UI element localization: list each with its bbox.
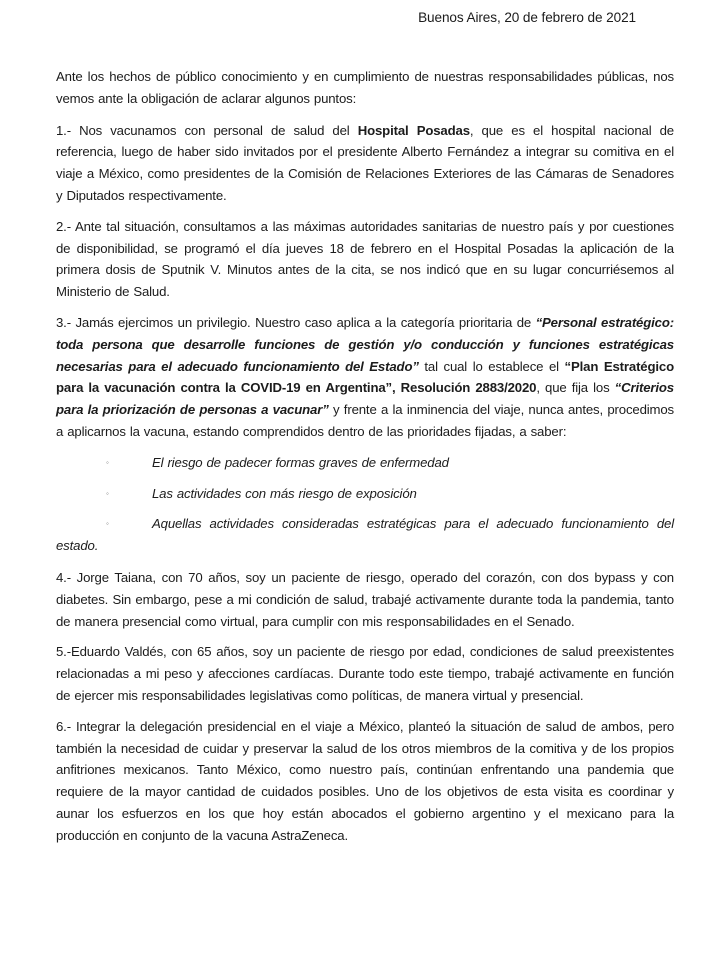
- bullet-circle-icon: ◦: [106, 457, 109, 467]
- date-line: Buenos Aires, 20 de febrero de 2021: [418, 10, 636, 25]
- list-item-text: El riesgo de padecer formas graves de enfermedad: [152, 454, 449, 470]
- point-3-text-rest: y frente a la inminencia del viaje, nunca antes, procedimos a aplicarnos la vacuna, estando comprendidos dentro de las prioridades fijadas, a saber:: [56, 402, 675, 439]
- plan-estrategico-reference: “Plan Estratégico para la vacunación contra la COVID-19 en Argentina”, Resolución 2883/2020: [56, 358, 674, 396]
- list-item-text: Aquellas actividades consideradas estratégicas para el adecuado funcionamiento del estado.: [56, 516, 674, 554]
- personal-estrategico-quote: “Personal estratégico: toda persona que desarrolle funciones de gestión y/o conducción y funciones estratégicas necesarias para el adecuado funcionamiento del Estado”: [56, 314, 674, 374]
- hospital-posadas-bold: Hospital Posadas: [357, 122, 470, 138]
- list-item: [56, 513, 674, 557]
- bullet-circle-icon: ◦: [106, 519, 109, 529]
- point-3-text: 3.- Jamás ejercimos un privilegio. Nuestro caso aplica a la categoría prioritaria de: [56, 314, 536, 330]
- criterios-quote: “Criterios para la priorización de personas a vacunar”: [56, 380, 674, 418]
- point-4-paragraph: 4.- Jorge Taiana, con 70 años, soy un paciente de riesgo, operado del corazón, con dos bypass y con diabetes. Sin embargo, pese a mi condición de salud, trabajé activamente durante toda la pandemia, tanto de manera presencial como virtual, para cumplir con mis responsabilidades en el Senado.: [56, 569, 674, 629]
- priority-criteria-list: [56, 452, 674, 557]
- point-1-text-rest: , que es el hospital nacional de referencia, luego de haber sido invitados por el presidente Alberto Fernández a integrar su comitiva en el viaje a México, como presidentes de la Comisión de Relaciones Exteriores de las Cámaras de Senadores y Diputados respectivamente.: [56, 122, 674, 203]
- point-3-mid-2: , que fija los: [536, 380, 615, 396]
- point-5-paragraph: 5.-Eduardo Valdés, con 65 años, soy un paciente de riesgo por edad, condiciones de salud preexistentes relacionadas a mi peso y afecciones cardíacas. Durante todo este tiempo, trabajé activamente en función de ejercer mis responsabilidades legislativas como políticas, de manera virtual y presencial.: [56, 644, 674, 703]
- point-2-paragraph: 2.- Ante tal situación, consultamos a las máximas autoridades sanitarias de nuestro país y por cuestiones de disponibilidad, se programó el día jueves 18 de febrero en el Hospital Posadas la aplicación de la primera dosis de Sputnik V. Minutos antes de la cita, se nos indicó que en su lugar concurriésemos al Ministerio de Salud.: [56, 218, 674, 300]
- point-6-paragraph: 6.- Integrar la delegación presidencial en el viaje a México, planteó la situación de salud de ambos, pero también la necesidad de cuidar y preservar la salud de los otros miembros de la comitiva y de los propios anfitriones mexicanos. Tanto México, como nuestro país, continúan enfrentando una pandemia que requiere de la mayor cantidad de cuidados posibles. Uno de los objetivos de esta visita es coordinar y aunar los esfuerzos en los que hoy están abocados el gobierno argentino y el mexicano para la producción en conjunto de la vacuna AstraZeneca.: [56, 718, 674, 843]
- list-item: [56, 483, 674, 505]
- point-3-paragraph: [56, 312, 674, 443]
- document-body: [56, 66, 674, 856]
- point-1-text: 1.- Nos vacunamos con personal de salud del: [56, 122, 358, 138]
- list-item-text: Las actividades con más riesgo de exposición: [152, 485, 417, 501]
- bullet-circle-icon: ◦: [106, 488, 109, 498]
- point-3-mid-1: tal cual lo establece el: [418, 358, 565, 374]
- point-1-paragraph: [56, 120, 674, 207]
- list-item: [56, 452, 674, 474]
- intro-paragraph: Ante los hechos de público conocimiento y en cumplimiento de nuestras responsabilidades públicas, nos vemos ante la obligación de aclarar algunos puntos:: [56, 69, 674, 106]
